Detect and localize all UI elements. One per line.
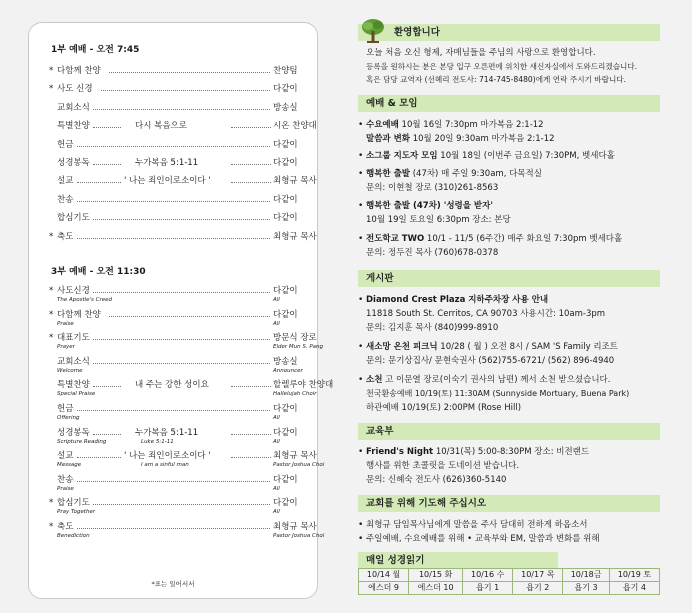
- program-item-leader: 다같이: [273, 158, 298, 168]
- leaders-meeting-detail: 10월 18일 (이번주 금요일) 7:30PM, 벳세다홀: [437, 151, 615, 161]
- leader-dots: [93, 504, 270, 505]
- welcome-title: 환영합니다: [394, 27, 440, 38]
- word-and-change-detail: 10월 20일 9:30am 마가복음 2:1-12: [410, 134, 555, 144]
- program-item-leader: 다같이: [273, 404, 298, 414]
- program-detail-english: I am a sinful man: [141, 462, 189, 469]
- program-item-english: Benediction: [57, 533, 90, 539]
- leader-dots: [231, 127, 271, 128]
- program-item-name: 헌금: [57, 404, 74, 414]
- leader-dots: [93, 292, 270, 293]
- reading-date: 10/14 월: [359, 569, 409, 582]
- reading-passage: 에스더 10: [409, 582, 463, 595]
- evangelism-school: 전도학교 TWO: [366, 234, 425, 244]
- leader-dots: [101, 90, 270, 91]
- program-item-leader: 다같이: [273, 213, 298, 224]
- program-leader-english: Elder Mun S. Pang: [273, 344, 324, 351]
- program-detail-english: Luke 5:1-11: [141, 438, 174, 445]
- program-item-leader: 다같이: [273, 286, 298, 296]
- stand-marker: *: [49, 309, 54, 320]
- program-item-leader: 방송실: [273, 102, 298, 113]
- program-item-name: 헌금: [57, 139, 74, 150]
- board-item-1b: 11818 South St. Cerritos, CA 90703 사용시간: 10am-3pm: [366, 309, 606, 319]
- program-item-name: 다함께 찬양: [57, 66, 101, 76]
- program-item-english: The Apostle's Creed: [57, 297, 113, 303]
- footnote: *표는 일어서서: [151, 580, 195, 588]
- program-leader-english: All: [273, 320, 280, 327]
- leader-dots: [77, 182, 121, 183]
- bullet: •: [358, 447, 364, 457]
- program-item-leader: 방문식 장로: [273, 333, 317, 344]
- leader-dots: [231, 386, 271, 387]
- program-item-english: Praise: [57, 485, 74, 492]
- leader-dots: [93, 363, 270, 364]
- service3-title: 3부 예배 - 오전 11:30: [51, 267, 146, 277]
- program-item-name: 교회소식: [57, 102, 90, 113]
- program-item-english: Prayer: [57, 344, 75, 351]
- program-item-leader: 찬양팀: [273, 66, 298, 76]
- picnic-detail: 10/28 ( 월 ) 오전 8시 / SAM 'S Family 리조트: [437, 342, 618, 352]
- board-item-2b: 문의: 문기상집사/ 문현숙권사 (562)755-6721/ (562) 896-4940: [366, 356, 615, 366]
- program-row: [49, 356, 313, 374]
- reading-passage: 욥기 2: [513, 582, 563, 595]
- program-row: [49, 83, 313, 95]
- reading-passage: 욥기 1: [463, 582, 513, 595]
- leader-dots: [93, 386, 121, 387]
- reading-passage: 에스더 9: [359, 582, 409, 595]
- stand-marker: *: [49, 231, 54, 242]
- program-row: [49, 285, 313, 303]
- program-item-name: 찬송: [57, 194, 74, 205]
- program-item-name: 사도신경: [57, 286, 90, 296]
- program-item-name: 사도 신경: [57, 84, 93, 95]
- bullet: •: [358, 520, 364, 530]
- program-item-name: 특별찬양: [57, 121, 90, 132]
- wednesday-service: 수요예배: [366, 120, 399, 130]
- leaders-meeting: 소그룹 지도자 모임: [366, 151, 438, 161]
- stand-marker: *: [49, 333, 54, 344]
- program-item-name: 대표기도: [57, 333, 90, 344]
- reading-books-row: [359, 582, 660, 595]
- program-row: [49, 120, 317, 132]
- program-leader-english: Announcer: [273, 367, 303, 374]
- program-item-name: 설교: [57, 176, 74, 187]
- program-item-name: 교회소식: [57, 356, 90, 367]
- program-row: [49, 332, 324, 351]
- bullet: •: [358, 342, 364, 352]
- edu-item-1: [366, 446, 589, 458]
- program-leader-english: All: [273, 297, 280, 303]
- program-item-leader: 최형규 목사: [273, 522, 317, 532]
- board-item-3: [366, 374, 610, 386]
- bullet: •: [358, 120, 364, 130]
- program-item-detail: ' 나는 죄인이로소이다 ': [124, 176, 211, 187]
- program-row: [49, 102, 313, 114]
- friends-night: Friend's Night: [366, 447, 434, 457]
- program-item-name: 특별찬양: [57, 380, 90, 391]
- program-row: [49, 65, 313, 77]
- worship-item-2: [366, 150, 615, 162]
- reading-table: [358, 568, 660, 595]
- board-item-1c: 문의: 김지훈 목사 (840)999-8910: [366, 323, 499, 333]
- happy-start: 행복한 출발: [366, 169, 411, 179]
- welcome-header: [358, 24, 660, 41]
- leader-dots: [77, 528, 270, 529]
- program-item-leader: 최형규 목사: [273, 176, 317, 187]
- board-item-2: [366, 341, 618, 353]
- leader-dots: [93, 434, 121, 435]
- worship-item-5b: 문의: 정두진 목사 (760)678-0378: [366, 248, 499, 258]
- bullet: •: [358, 295, 364, 305]
- program-row: [49, 231, 317, 243]
- program-leader-english: All: [273, 438, 280, 445]
- worship-item-1b: [366, 133, 555, 145]
- program-leader-english: Pastor Joshua Choi: [273, 462, 325, 469]
- program-row: [49, 309, 313, 327]
- program-row: [49, 212, 313, 224]
- stand-marker: *: [49, 66, 54, 76]
- program-item-leader: 다같이: [273, 194, 298, 205]
- leader-dots: [77, 457, 121, 458]
- program-item-leader: 할렐루야 찬양대: [273, 380, 334, 391]
- program-leader-english: All: [273, 485, 280, 492]
- program-row: [49, 497, 313, 516]
- prayer-line-2: 주일예배, 수요예배를 위해 • 교육부와 EM, 말씀과 변화를 위해: [366, 534, 600, 544]
- program-item-name: 다함께 찬양: [57, 309, 101, 320]
- program-item-name: 축도: [57, 231, 74, 242]
- leader-dots: [93, 219, 270, 220]
- bullet: •: [358, 534, 364, 544]
- wednesday-detail: 10월 16일 7:30pm 마가복음 2:1-12: [398, 120, 544, 130]
- edu-item-1b: 행사를 위한 초콜릿을 도네이션 받습니다.: [366, 461, 520, 471]
- program-item-english: Message: [57, 462, 82, 469]
- program-item-leader: 방송실: [273, 356, 298, 367]
- stand-marker: *: [49, 84, 54, 95]
- board-item-3b: 천국환송예배 10/19(토) 11:30AM (Sunnyside Mortuary, Buena Park): [366, 389, 630, 398]
- program-item-detail: 다시 복음으로: [135, 121, 187, 132]
- leader-dots: [93, 127, 121, 128]
- program-item-leader: 시온 찬양대: [273, 121, 317, 132]
- program-leader-english: All: [273, 509, 280, 516]
- reading-dates-row: [359, 569, 660, 582]
- program-row: [49, 175, 317, 187]
- leader-dots: [109, 316, 270, 317]
- program-item-detail: 내 주는 강한 성이요: [135, 380, 209, 391]
- tree-icon: [360, 18, 386, 44]
- leader-dots: [231, 182, 271, 183]
- leader-dots: [93, 164, 121, 165]
- program-item-name: 성경봉독: [57, 158, 90, 168]
- program-leader-english: All: [273, 415, 280, 421]
- program-item-detail: 누가복음 5:1-11: [135, 427, 199, 438]
- reading-header: 매일 성경읽기: [358, 552, 558, 569]
- program-item-leader: 다같이: [273, 139, 298, 150]
- board-header: 게시판: [358, 270, 660, 287]
- program-row: [49, 427, 313, 445]
- service1-title: 1부 예배 - 오전 7:45: [51, 45, 140, 55]
- program-item-english: Welcome: [57, 367, 83, 374]
- stand-marker: *: [49, 522, 54, 532]
- welcome-line-1: 오늘 처음 오신 형제, 자매님들을 주님의 사랑으로 환영합니다.: [366, 48, 596, 58]
- bullet: •: [358, 151, 364, 161]
- program-item-name: 찬송: [57, 474, 74, 485]
- worship-item-3b: 문의: 이현철 장로 (310)261-8563: [366, 183, 499, 193]
- evangelism-detail: 10/1 - 11/5 (6주간) 매주 화요일 7:30pm 벳세다홀: [424, 234, 623, 244]
- bullet: •: [358, 375, 364, 385]
- reading-date: 10/17 목: [513, 569, 563, 582]
- leader-dots: [77, 201, 270, 202]
- program-row: [49, 379, 334, 398]
- program-row: [49, 474, 313, 492]
- bullet: •: [358, 201, 364, 211]
- program-item-name: 합심기도: [57, 498, 90, 509]
- prayer-line-1: 최형규 담임목사님에게 말씀을 주사 담대히 전하게 하옵소서: [366, 520, 588, 530]
- worship-item-4: 행복한 출발 (47차) '성령을 받자': [366, 201, 493, 211]
- program-item-english: Pray Together: [57, 509, 96, 516]
- reading-date: 10/18금: [563, 569, 609, 582]
- reading-passage: 욥기 3: [563, 582, 609, 595]
- program-item-name: 합심기도: [57, 213, 90, 224]
- program-item-detail: 누가복음 5:1-11: [135, 158, 199, 168]
- program-item-name: 성경봉독: [57, 427, 90, 438]
- leader-dots: [77, 481, 270, 482]
- board-item-3c: 하관예배 10/19(토) 2:00PM (Rose Hill): [366, 403, 522, 413]
- edu-item-1c: 문의: 신혜숙 전도사 (626)360-5140: [366, 475, 507, 485]
- program-item-english: Scripture Reading: [57, 438, 107, 445]
- program-item-leader: 다같이: [273, 474, 298, 485]
- passing-detail: 고 이문열 장로(이숙기 권사의 남편) 께서 소천 받으셨습니다.: [382, 375, 611, 385]
- program-leader-english: Pastor Joshua Choi: [273, 533, 325, 539]
- leader-dots: [231, 434, 271, 435]
- worship-item-3: [366, 168, 542, 180]
- program-row: [49, 139, 313, 151]
- order-of-worship-card: [28, 22, 334, 599]
- worship-item-4b: 10월 19일 토요일 6:30pm 장소: 본당: [366, 215, 511, 225]
- leader-dots: [93, 109, 270, 110]
- leader-dots: [109, 72, 270, 73]
- leader-dots: [93, 339, 270, 340]
- program-row: [49, 450, 325, 469]
- edu-header: 교육부: [358, 423, 660, 440]
- program-row: [49, 194, 313, 206]
- program-item-detail: ' 나는 죄인이로소이다 ': [124, 451, 211, 462]
- leader-dots: [77, 146, 270, 147]
- happy-start-detail: (47차) 매 주일 9:30am, 다목적실: [410, 169, 542, 179]
- friends-night-detail: 10/31(목) 5:00-8:30PM 장소: 비전랜드: [433, 447, 590, 457]
- reading-passage: 욥기 4: [609, 582, 659, 595]
- program-item-name: 축도: [57, 522, 74, 532]
- reading-date: 10/16 수: [463, 569, 513, 582]
- program-item-leader: 다같이: [273, 498, 298, 509]
- picnic: 새소망 온천 피크닉: [366, 342, 438, 352]
- program-item-leader: 다같이: [273, 84, 298, 95]
- worship-item-5: [366, 233, 622, 245]
- program-row: [49, 521, 325, 539]
- board-item-1: Diamond Crest Plaza 지하주차장 사용 안내: [366, 295, 549, 305]
- leader-dots: [77, 410, 270, 411]
- prayer-header: 교회를 위해 기도해 주십시오: [358, 495, 660, 512]
- program-item-english: Offering: [57, 415, 80, 421]
- program-leader-english: Hallelujah Choir: [273, 391, 317, 398]
- program-item-english: Special Praise: [57, 391, 96, 398]
- stand-marker: *: [49, 286, 54, 296]
- worship-item-1: [366, 119, 544, 131]
- welcome-line-3: 혹은 담당 교역자 (선혜리 전도사: 714-745-8480)에게 연락 주시기 바랍니다.: [366, 75, 627, 84]
- program-item-leader: 최형규 목사: [273, 231, 317, 242]
- program-row: [49, 157, 313, 169]
- leader-dots: [231, 457, 271, 458]
- program-item-leader: 최형규 목사: [273, 451, 317, 462]
- passing: 소천: [366, 375, 383, 385]
- stand-marker: *: [49, 498, 54, 509]
- program-item-name: 설교: [57, 451, 74, 462]
- program-item-english: Praise: [57, 320, 74, 327]
- leader-dots: [77, 238, 270, 239]
- word-and-change: 말씀과 변화: [366, 134, 411, 144]
- program-row: [49, 403, 313, 421]
- bullet: •: [358, 169, 364, 179]
- program-item-leader: 다같이: [273, 427, 298, 438]
- worship-header: 예배 & 모임: [358, 95, 660, 112]
- bullet: •: [358, 234, 364, 244]
- program-item-leader: 다같이: [273, 309, 298, 320]
- leader-dots: [231, 164, 271, 165]
- reading-date: 10/15 화: [409, 569, 463, 582]
- welcome-line-2: 등록을 원하시는 분은 본당 입구 오른편에 위치한 새신자실에서 도와드리겠습니다.: [366, 62, 638, 71]
- reading-date: 10/19 토: [609, 569, 659, 582]
